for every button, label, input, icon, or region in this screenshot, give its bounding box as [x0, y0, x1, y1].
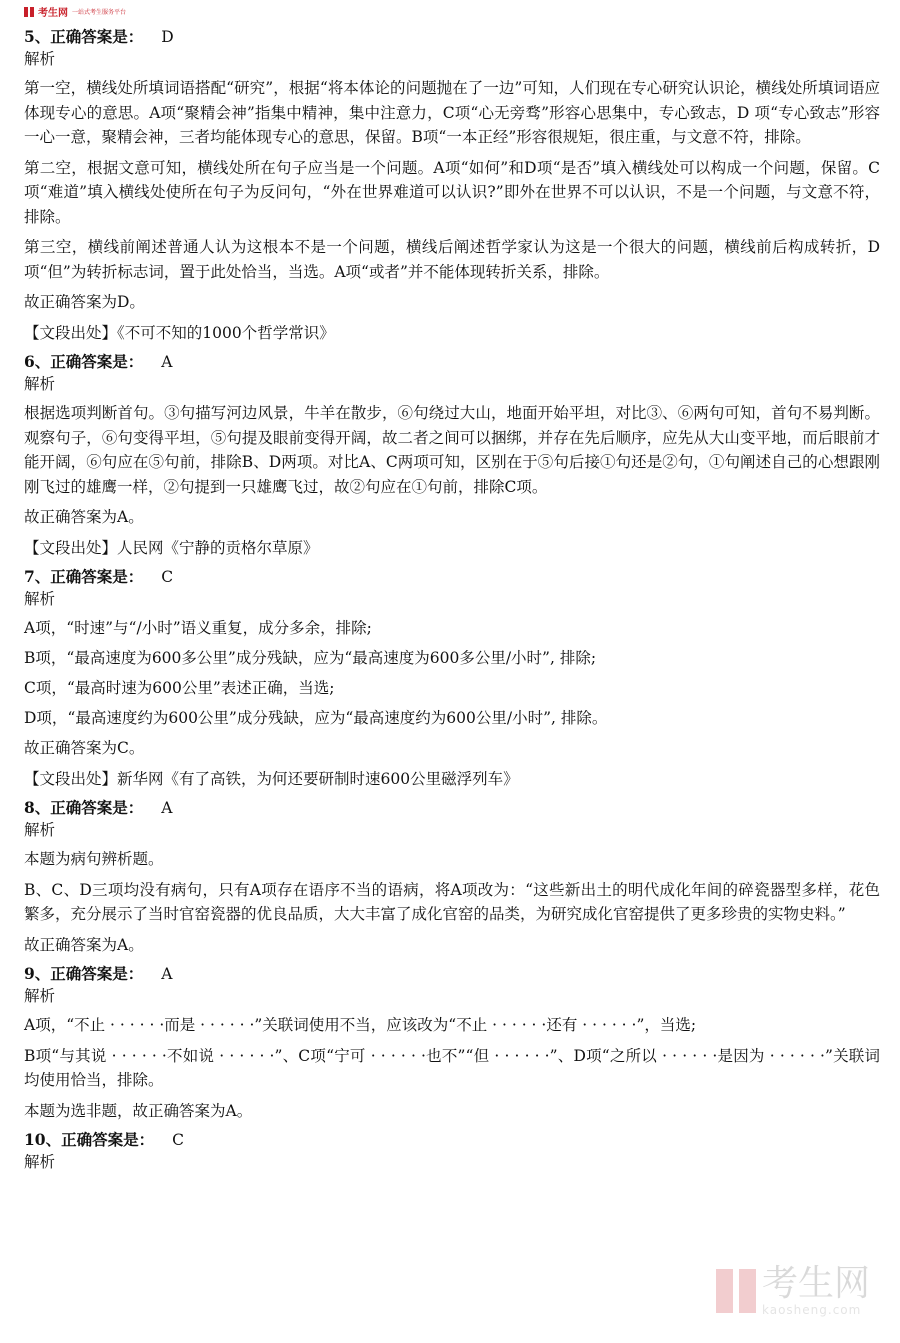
question-10: [24, 1129, 880, 1173]
analysis-label: 解析: [24, 821, 56, 839]
question-6: [24, 351, 880, 560]
analysis-paragraph: 第三空，横线前阐述普通人认为这根本不是一个问题，横线后阐述哲学家认为这是一个很大的问题，横线前后构成转折，D 项“但”为转折标志词，置于此处恰当，当选。A项“或者”并不能体现转折关系，排除。: [24, 238, 880, 281]
analysis-label: 解析: [24, 375, 56, 393]
question-10-title: 10、正确答案是： C: [24, 1130, 184, 1149]
analysis-label: 解析: [24, 987, 56, 1005]
analysis-label: 解析: [24, 590, 56, 608]
question-9-title: 9、正确答案是： A: [24, 964, 173, 983]
option-c-analysis: C项，“最高时速为600公里”表述正确，当选;: [24, 679, 335, 697]
question-5: [24, 26, 880, 345]
analysis-label: 解析: [24, 1153, 56, 1171]
watermark-name: 考生网: [761, 1263, 870, 1304]
question-6-answer: A: [161, 353, 173, 371]
conclusion: 本题为选非题，故正确答案为A。: [24, 1101, 253, 1120]
logo-slogan: 一站式考生服务平台: [72, 9, 127, 16]
question-8-title: 8、正确答案是： A: [24, 798, 173, 817]
question-7-title: 7、正确答案是： C: [24, 567, 174, 586]
analysis-paragraph: B项“与其说 · · · · · ·不如说 · · · · · ·”、C项“宁可 · · · · · ·也不”“但 · · · · · ·”、D项“之所以 · · · · · ·是因为 · · · · · ·”关联词均使用恰当，排除。: [24, 1046, 880, 1089]
question-7: [24, 566, 880, 791]
analysis-paragraph: 第二空，根据文意可知，横线处所在句子应当是一个问题。A项“如何”和D项“是否”填入横线处可以构成一个问题，保留。C项“难道”填入横线处使所在句子为反问句，“外在世界难道可以认识?”即外在世界不可以认识，不是一个问题，与文意不符，排除。: [24, 158, 880, 226]
conclusion: 故正确答案为A。: [24, 508, 144, 526]
watermark: [716, 1265, 870, 1317]
source-citation: 【文段出处】《不可不知的1000个哲学常识》: [24, 323, 335, 342]
question-6-title: 6、正确答案是： A: [24, 352, 173, 371]
conclusion: 故正确答案为C。: [24, 739, 145, 757]
option-d-analysis: D项，“最高速度约为600公里”成分残缺，应为“最高速度约为600公里/小时”, 排除。: [24, 709, 608, 727]
watermark-url: kaosheng.com: [761, 1303, 862, 1317]
source-citation: 【文段出处】人民网《宁静的贡格尔草原》: [24, 538, 319, 557]
question-10-answer: C: [172, 1131, 184, 1149]
question-9-answer: A: [161, 965, 173, 983]
conclusion: 故正确答案为D。: [24, 293, 145, 311]
question-7-answer: C: [161, 568, 174, 586]
option-b-analysis: B项，“最高速度为600多公里”成分残缺，应为“最高速度为600多公里/小时”, 排除;: [24, 649, 597, 667]
site-logo: [24, 4, 126, 19]
logo-name: 考生网: [38, 8, 68, 19]
answer-content: [24, 26, 880, 1179]
analysis-paragraph: 第一空，横线处所填词语搭配“研究”，根据“将本体论的问题抛在了一边”可知，人们现在专心研究认识论，横线处所填词语应体现专心的意思。A项“聚精会神”指集中精神，集中注意力，C项“心无旁骛”形容心思集中，专心致志，D 项“专心致志”形容一心一意，聚精会神，三者均能体现专心的意思，保留。B项“一本正经”形容很规矩，很庄重，与文意不符，排除。: [24, 79, 880, 146]
analysis-paragraph: 根据选项判断首句。③句描写河边风景，牛羊在散步，⑥句绕过大山，地面开始平坦，对比③、⑥两句可知，首句不易判断。观察句子，⑥句变得平坦，⑤句提及眼前变得开阔，故二者之间可以捆绑，并存在先后顺序，应先从大山变平地，而后眼前才能开阔，⑥句应在⑤句前，排除B、D两项。对比A、C两项可知，区别在于⑤句后接①句还是②句，①句阐述自己的心想跟刚刚飞过的雄鹰一样，②句提到一只雄鹰飞过，故②句应在①句前，排除C项。: [24, 404, 880, 496]
source-citation: 【文段出处】新华网《有了高铁，为何还要研制时速600公里磁浮列车》: [24, 769, 519, 788]
logo-icon: [24, 7, 34, 17]
question-8: [24, 797, 880, 957]
question-9: [24, 963, 880, 1123]
question-5-answer: D: [161, 28, 174, 46]
watermark-logo-icon: [716, 1269, 756, 1313]
conclusion: 故正确答案为A。: [24, 935, 144, 954]
option-a-analysis: A项，“时速”与“/小时”语义重复，成分多余，排除;: [24, 619, 372, 637]
analysis-paragraph: B、C、D三项均没有病句，只有A项存在语序不当的语病，将A项改为：“这些新出土的明代成化年间的碎瓷器型多样，花色繁多，充分展示了当时官窑瓷器的优良品质，大大丰富了成化官窑的品类，为研究成化官窑提供了更多珍贵的实物史料。”: [24, 880, 880, 923]
analysis-paragraph: 本题为病句辨析题。: [24, 850, 164, 868]
question-5-title: 5、正确答案是： D: [24, 27, 174, 46]
question-8-answer: A: [161, 799, 173, 817]
analysis-label: 解析: [24, 50, 56, 68]
analysis-paragraph: A项，“不止 · · · · · ·而是 · · · · · ·”关联词使用不当，应该改为“不止 · · · · · ·还有 · · · · · ·”，当选;: [24, 1016, 697, 1034]
